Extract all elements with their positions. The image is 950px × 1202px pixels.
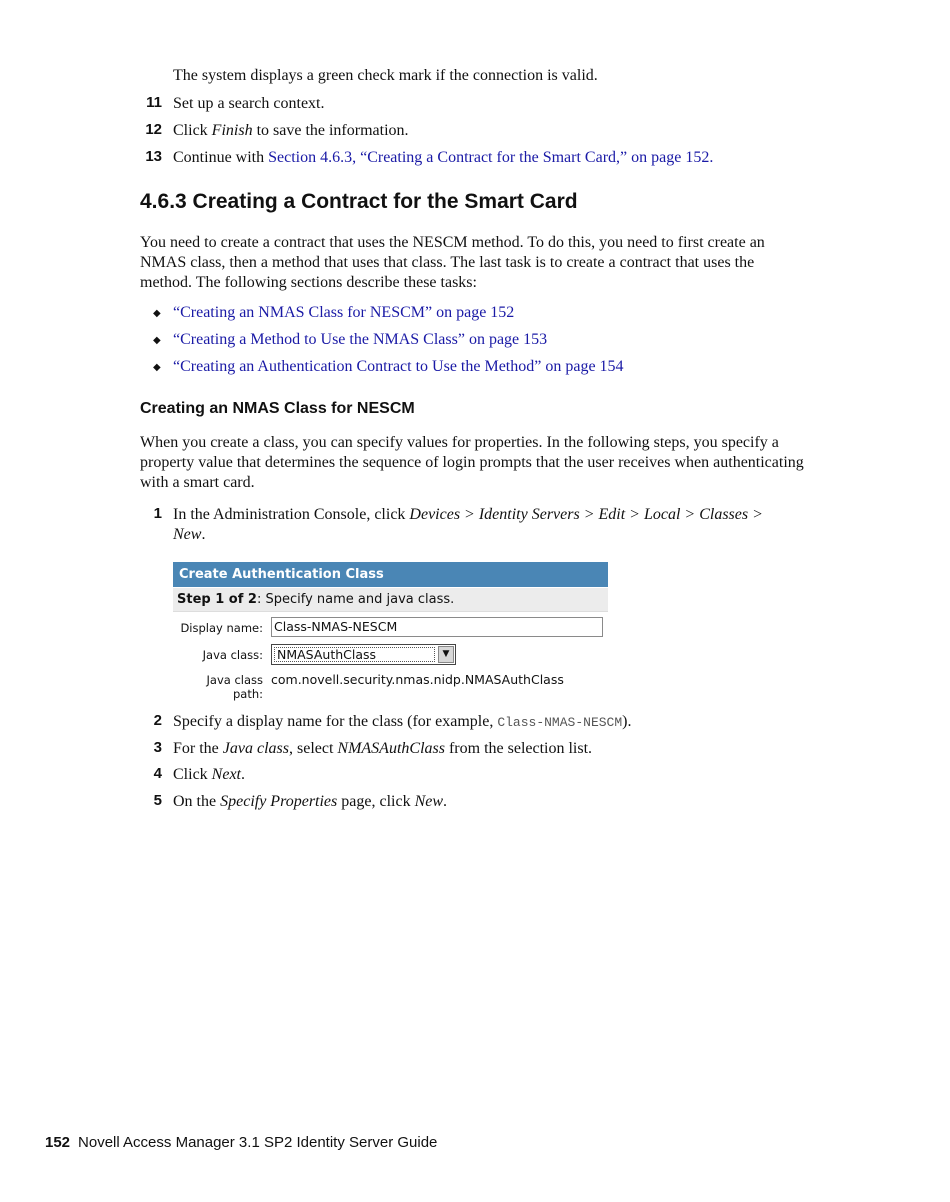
console-path: Devices > Identity Servers > Edit > Local > Classes > New	[173, 506, 763, 543]
step-text	[173, 739, 813, 759]
subsection-paragraph: When you create a class, you can specify values for properties. In the following steps, you specify a property value that determines the sequence of login prompts that the user receives when authenticating with a smart card.	[140, 434, 804, 491]
step-text-post: .	[443, 793, 448, 810]
bullet-link-nmas-class[interactable]: “Creating an NMAS Class for NESCM” on page 152	[173, 304, 515, 321]
java-class-select[interactable]	[271, 644, 456, 665]
subsection-title: Creating an NMAS Class for NESCM	[140, 400, 415, 417]
panel-step-indicator	[173, 588, 608, 612]
step-text-post: ).	[622, 713, 632, 730]
nmas-auth-class-term: NMASAuthClass	[337, 740, 445, 757]
step-number: 11	[146, 94, 162, 111]
step-number: 13	[145, 148, 162, 165]
step-text-post: .	[241, 766, 245, 783]
step-text	[173, 505, 783, 545]
new-term: New	[414, 793, 444, 810]
step-text-mid: , select	[288, 740, 338, 757]
step-number: 4	[153, 765, 162, 782]
next-term: Next	[211, 766, 241, 783]
step-description: : Specify name and java class.	[256, 592, 455, 607]
step-number: 12	[145, 121, 162, 138]
step-text	[173, 765, 813, 785]
step-number: 1	[153, 505, 162, 522]
chevron-down-icon[interactable]: ▼	[438, 646, 454, 663]
step-text-pre: Click	[173, 122, 212, 139]
connection-note: The system displays a green check mark if the connection is valid.	[173, 67, 598, 84]
step-text-post: .	[201, 526, 206, 543]
bullet-link-contract[interactable]: “Creating an Authentication Contract to Use the Method” on page 154	[173, 358, 624, 375]
section-link[interactable]: Section 4.6.3, “Creating a Contract for the Smart Card,” on page 152.	[268, 149, 714, 166]
step-text-pre: Specify a display name for the class (for example,	[173, 713, 498, 730]
page-number: 152	[45, 1134, 71, 1151]
section-title: 4.6.3 Creating a Contract for the Smart Card	[140, 190, 578, 213]
step-counter: Step 1 of 2	[177, 592, 257, 607]
step-number: 2	[153, 712, 162, 729]
java-class-term: Java class	[222, 740, 289, 757]
bullet-diamond-icon: ◆	[153, 362, 161, 373]
step-text-pre: In the Administration Console, click	[173, 506, 410, 523]
java-class-value: NMASAuthClass	[274, 647, 435, 662]
step-text	[173, 148, 813, 168]
bullet-link-method[interactable]: “Creating a Method to Use the NMAS Class” on page 153	[173, 331, 548, 348]
bullet-diamond-icon: ◆	[153, 335, 161, 346]
step-text: Set up a search context.	[173, 95, 325, 112]
step-text-mid: page, click	[337, 793, 415, 810]
bullet-diamond-icon: ◆	[153, 308, 161, 319]
step-text	[173, 712, 813, 733]
step-text-pre: For the	[173, 740, 223, 757]
java-class-label: Java class:	[202, 648, 263, 662]
java-class-path-value: com.novell.security.nmas.nidp.NMASAuthClass	[271, 672, 564, 687]
step-text-post: to save the information.	[252, 122, 409, 139]
example-class-name: Class-NMAS-NESCM	[497, 715, 623, 730]
create-authentication-class-panel	[173, 562, 608, 701]
step-text-post: from the selection list.	[444, 740, 593, 757]
finish-term: Finish	[211, 122, 253, 139]
java-class-path-label: Java class path:	[206, 673, 263, 701]
step-number: 5	[153, 792, 162, 809]
display-name-label: Display name:	[180, 621, 263, 635]
guide-title: Novell Access Manager 3.1 SP2 Identity Server Guide	[78, 1134, 438, 1151]
step-text-pre: Continue with	[173, 149, 269, 166]
step-text	[173, 121, 813, 141]
specify-properties-term: Specify Properties	[220, 793, 338, 810]
panel-title: Create Authentication Class	[173, 562, 608, 587]
section-paragraph: You need to create a contract that uses the NESCM method. To do this, you need to first create an NMAS class, then a method that uses that class. The last task is to create a contract that uses the method. The following sections describe these tasks:	[140, 234, 765, 291]
display-name-input[interactable]: Class-NMAS-NESCM	[271, 617, 603, 637]
step-number: 3	[153, 739, 162, 756]
step-text-pre: On the	[173, 793, 221, 810]
step-text	[173, 792, 813, 812]
step-text-pre: Click	[173, 766, 212, 783]
page-footer	[45, 1134, 437, 1151]
